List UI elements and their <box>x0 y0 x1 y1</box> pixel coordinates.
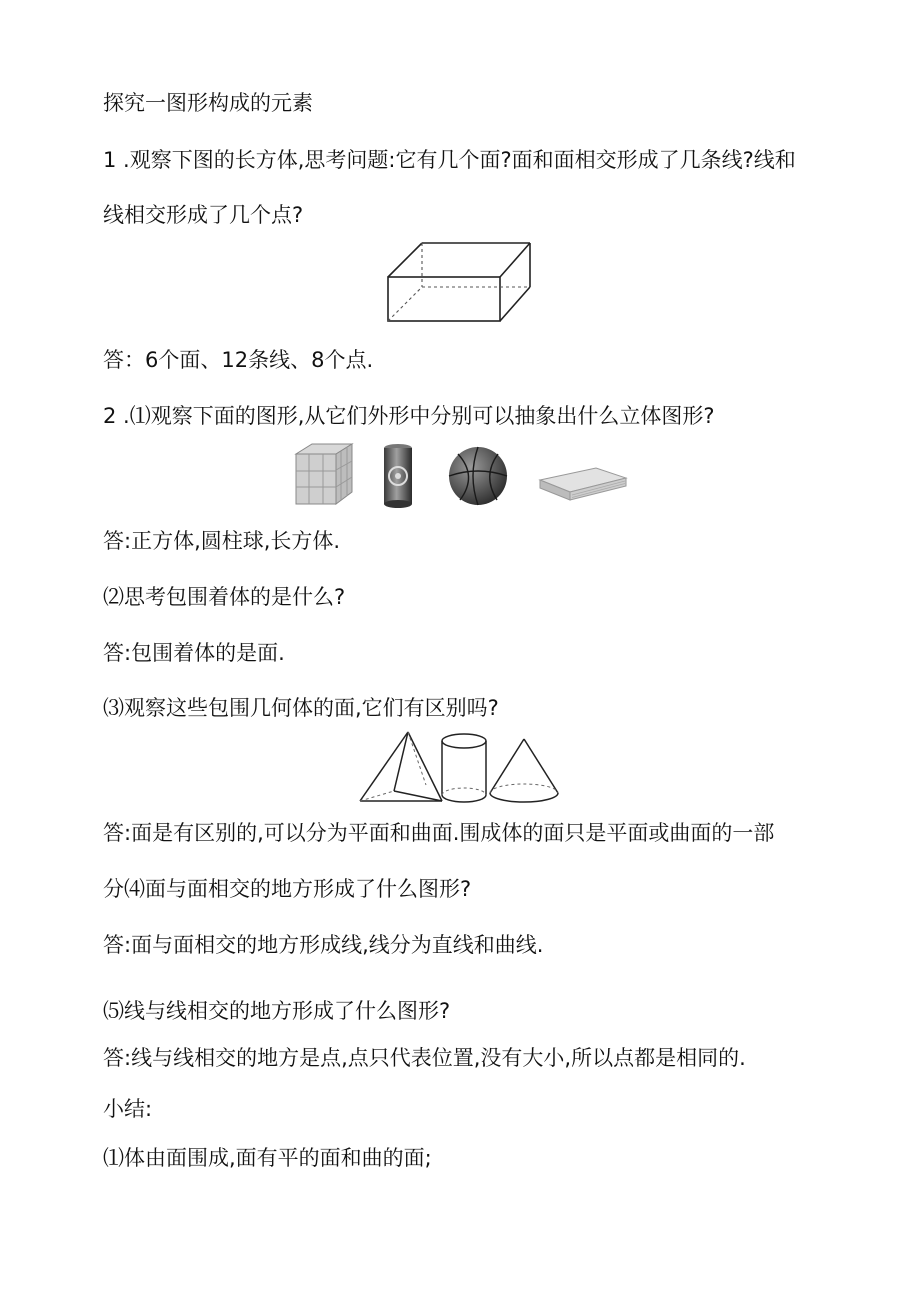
pyramid-figure <box>360 732 442 801</box>
solids-figure <box>356 729 562 805</box>
question-2-part-1: 2 .⑴观察下面的图形,从它们外形中分别可以抽象出什么立体图形? <box>103 404 715 428</box>
section-title: 探究一图形构成的元素 <box>103 91 313 115</box>
book-image <box>540 468 626 500</box>
question-1-line-2: 线相交形成了几个点? <box>103 203 304 227</box>
question-1-answer: 答：6个面、12条线、8个点. <box>103 348 374 372</box>
objects-row <box>292 440 632 510</box>
question-2-part-2-answer: 答:包围着体的是面. <box>103 641 285 665</box>
rubik-cube-image <box>296 444 352 504</box>
question-2-part-5: ⑸线与线相交的地方形成了什么图形? <box>103 999 451 1023</box>
cuboid-figure <box>386 239 534 325</box>
drink-can-image <box>384 444 412 508</box>
question-2-part-2: ⑵思考包围着体的是什么? <box>103 585 346 609</box>
summary-title: 小结: <box>103 1097 153 1121</box>
question-2-part-3: ⑶观察这些包围几何体的面,它们有区别吗? <box>103 696 499 720</box>
question-2-part-4-answer: 答:面与面相交的地方形成线,线分为直线和曲线. <box>103 933 544 957</box>
basketball-image <box>449 447 507 505</box>
cylinder-figure <box>442 734 486 802</box>
question-2-part-5-answer: 答:线与线相交的地方是点,点只代表位置,没有大小,所以点都是相同的. <box>103 1046 746 1070</box>
summary-item-1: ⑴体由面围成,面有平的面和曲的面; <box>103 1146 432 1170</box>
cone-figure <box>490 739 558 802</box>
question-2-part-1-answer: 答:正方体,圆柱球,长方体. <box>103 529 341 553</box>
question-1-line-1: 1 .观察下图的长方体,思考问题:它有几个面?面和面相交形成了几条线?线和 <box>103 148 796 172</box>
question-2-part-3-answer-line-1: 答:面是有区别的,可以分为平面和曲面.围成体的面只是平面或曲面的一部 <box>103 821 775 845</box>
question-2-part-3-answer-line-2: 分⑷面与面相交的地方形成了什么图形? <box>103 877 472 901</box>
